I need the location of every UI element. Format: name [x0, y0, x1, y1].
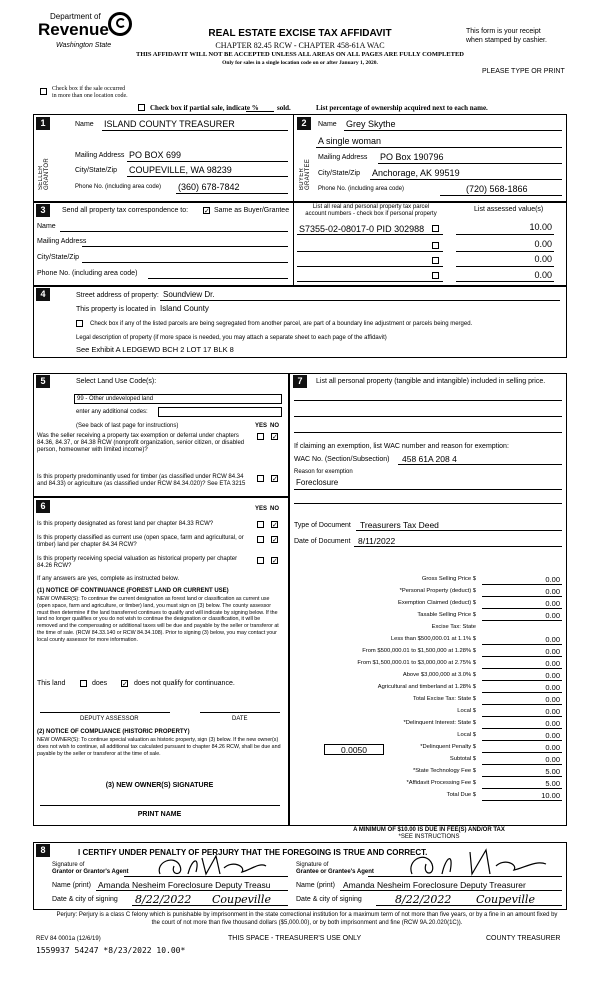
- grantee-name-label: Name (print): [296, 882, 335, 889]
- s6-q1-yes-checkbox[interactable]: [257, 521, 264, 528]
- segregated-checkbox[interactable]: [76, 320, 83, 327]
- s1-name-label: Name: [75, 121, 94, 128]
- section-3-number: 3: [36, 204, 50, 217]
- document-date[interactable]: 8/11/2022: [358, 536, 396, 546]
- does-label: does: [92, 680, 108, 687]
- calc-label: Gross Selling Price $: [421, 576, 476, 582]
- calc-value[interactable]: 0.00: [545, 755, 560, 764]
- s5-no-header: NO: [270, 423, 279, 429]
- calc-label: Total Due $: [446, 792, 476, 798]
- calc-underline: [482, 596, 562, 597]
- parcel-personal-checkbox-2[interactable]: [432, 242, 439, 249]
- calc-underline: [482, 800, 562, 801]
- calc-value[interactable]: 0.00: [545, 575, 560, 584]
- multi-location-label-2: in more than one location code.: [52, 93, 128, 99]
- calc-label: Total Excise Tax: State $: [412, 696, 476, 702]
- calc-underline: [482, 788, 562, 789]
- multi-location-checkbox[interactable]: [40, 88, 47, 95]
- exemption-reason[interactable]: Foreclosure: [296, 478, 339, 487]
- calc-label: Local $: [457, 732, 476, 738]
- s1-phone-label: Phone No. (including area code): [75, 184, 162, 190]
- calc-underline: [482, 656, 562, 657]
- reason-label: Reason for exemption: [294, 469, 353, 475]
- calc-value[interactable]: 0.00: [545, 719, 560, 728]
- certify-statement: I CERTIFY UNDER PENALTY OF PERJURY THAT THE FOREGOING IS TRUE AND CORRECT.: [78, 848, 428, 857]
- s6-if-yes: If any answers are yes, complete as instructed below.: [37, 576, 180, 582]
- please-type: PLEASE TYPE OR PRINT: [482, 68, 565, 75]
- form-title: REAL ESTATE EXCISE TAX AFFIDAVIT: [208, 28, 392, 39]
- calc-value[interactable]: 0.00: [545, 743, 560, 752]
- sig-3-label: (3) NEW OWNER(S) SIGNATURE: [105, 782, 214, 789]
- grantee-sig-label-1: Signature of: [296, 862, 329, 868]
- deputy-assessor-signature[interactable]: [40, 712, 170, 713]
- street-label: Street address of property:: [76, 292, 159, 299]
- s5-q1-yes-checkbox[interactable]: [257, 433, 264, 440]
- wac-label: WAC No. (Section/Subsection): [294, 456, 390, 463]
- calc-value[interactable]: 10.00: [541, 791, 560, 800]
- calc-label: From $1,500,000.01 to $3,000,000 at 2.75% $: [357, 660, 476, 666]
- calc-value[interactable]: 0.00: [545, 707, 560, 716]
- section-1-number: 1: [36, 117, 50, 130]
- grantor-sig-label-2: Grantor or Grantor's Agent: [52, 869, 129, 875]
- doc-type-label: Type of Document: [294, 522, 351, 529]
- exemption-label: If claiming an exemption, list WAC number and reason for exemption:: [294, 443, 509, 450]
- calc-underline: [482, 608, 562, 609]
- s5-question-1: Was the seller receiving a property tax exemption or deferral under chapters 84.36, 84.37, or 84.38 RCW (nonprofit organization, senior citizen, or disabled person, homeowner with limited income)?: [37, 433, 245, 453]
- section-5-number: 5: [36, 375, 50, 388]
- does-not-label: does not qualify for continuance.: [134, 680, 235, 687]
- s1-mail-label: Mailing Address: [75, 152, 125, 159]
- land-does-not-checkbox[interactable]: ✓: [122, 680, 128, 688]
- legal-description[interactable]: See Exhibit A LEDGEWD BCH 2 LOT 17 BLK 8: [76, 345, 234, 354]
- land-use-value: 99 - Other undeveloped land: [77, 396, 154, 402]
- calc-label: *Personal Property (deduct) $: [399, 588, 476, 594]
- buyer-side-label: BUYER GRANTEE: [299, 158, 311, 190]
- calc-label: Subtotal $: [449, 756, 476, 762]
- grantee-signature-scribble-icon: [400, 848, 550, 878]
- calc-label: *State Technology Fee $: [412, 768, 476, 774]
- calc-value[interactable]: 5.00: [545, 767, 560, 776]
- s6-q2-yes-checkbox[interactable]: [257, 536, 264, 543]
- legal-label: Legal description of property (if more space is needed, you may attach a separate sheet to each page of the affidavit): [76, 335, 387, 341]
- calc-label: *Affidavit Processing Fee $: [406, 780, 476, 786]
- parcel-personal-checkbox-1[interactable]: [432, 225, 439, 232]
- property-county[interactable]: Island County: [160, 304, 209, 313]
- assessor-date-line[interactable]: [200, 712, 280, 713]
- partial-sale-percent[interactable]: [246, 111, 274, 112]
- assessed-header: List assessed value(s): [474, 206, 544, 213]
- see-back-note: (See back of last page for instructions): [76, 423, 179, 429]
- multi-location-label-1: Check box if the sale occurred: [52, 86, 126, 92]
- calc-label: Local $: [457, 708, 476, 714]
- partial-sale-checkbox[interactable]: [138, 104, 145, 111]
- buyer-mailing-address[interactable]: PO Box 190796: [380, 152, 444, 162]
- calc-value[interactable]: 5.00: [545, 779, 560, 788]
- s6-question-1: Is this property designated as forest land per chapter 84.33 RCW?: [37, 521, 214, 527]
- calc-value[interactable]: 0.00: [545, 731, 560, 740]
- s2-city-label: City/State/Zip: [318, 170, 361, 177]
- county-treasurer: COUNTY TREASURER: [486, 935, 561, 942]
- s1-city-label: City/State/Zip: [75, 167, 118, 174]
- seller-phone[interactable]: (360) 678-7842: [178, 182, 240, 192]
- calc-underline: [482, 584, 562, 585]
- calc-underline: [482, 716, 562, 717]
- calc-label: Taxable Selling Price $: [417, 612, 476, 618]
- calc-value[interactable]: 0.00: [545, 683, 560, 692]
- local-rate: 0.0050: [341, 745, 367, 755]
- calc-value[interactable]: 0.00: [545, 611, 560, 620]
- s6-no-header: NO: [270, 506, 279, 512]
- grantee-print-name[interactable]: Amanda Nesheim Foreclosure Deputy Treasurer: [343, 880, 526, 890]
- grantor-name-label: Name (print): [52, 882, 91, 889]
- seller-city-state-zip[interactable]: COUPEVILLE, WA 98239: [129, 165, 232, 175]
- min-due-note: A MINIMUM OF $10.00 IS DUE IN FEE(S) AND/OR TAX: [353, 827, 505, 833]
- treasurer-only: THIS SPACE - TREASURER'S USE ONLY: [228, 935, 362, 942]
- perjury-notice: Perjury: Perjury is a class C felony which is punishable by imprisonment in the state correctional institution for a maximum term of not more than five years, or by a fine in an amount fixed by the court of not more than five thousand dollars ($5,000.00), or by both imprisonment and fine (RCW 9A.20.020(1C)).: [56, 912, 558, 926]
- calc-value[interactable]: 0.00: [545, 647, 560, 656]
- partial-sale-sold: sold.: [277, 104, 291, 112]
- assessed-value-1[interactable]: 10.00: [529, 222, 552, 232]
- rev-number: REV 84 0001a (12/6/19): [36, 936, 101, 942]
- grantor-date[interactable]: 8/22/2022: [135, 893, 192, 906]
- section-6-number: 6: [36, 500, 50, 513]
- print-name-label: PRINT NAME: [137, 811, 182, 818]
- section-2-number: 2: [297, 117, 311, 130]
- buyer-city-state-zip[interactable]: Anchorage, AK 99519: [372, 168, 460, 178]
- notice-1-body: NEW OWNER(S): To continue the current designation as forest land or classification as current use (open space, farm and agriculture, or timber) land, you must sign on (3) below. The county assessor must then determine if the land transferred continues to qualify and will indicate by signing below. If the land no longer qualifies or you do not wish to continue the designation or classification, it will be removed and the compensating or additional taxes will be due and payable by the seller or transferor at the time of sale. (RCW 84.33.140 or RCW 84.34.108). Prior to signing (3) below, you may contact your local county assessor for more information.: [37, 596, 279, 643]
- s2-name-label: Name: [318, 121, 337, 128]
- notice-1-title: (1) NOTICE OF CONTINUANCE (FOREST LAND OR CURRENT USE): [37, 588, 229, 594]
- calc-value[interactable]: 0.00: [545, 599, 560, 608]
- calc-label: Less than $500,000.01 at 1.1% $: [390, 636, 476, 642]
- calc-value[interactable]: 0.00: [545, 695, 560, 704]
- s3-mail-label: Mailing Address: [37, 238, 87, 245]
- land-use-label: Select Land Use Code(s):: [76, 378, 157, 385]
- calc-underline: [482, 728, 562, 729]
- ownership-note: List percentage of ownership acquired next to each name.: [316, 104, 488, 112]
- calc-label: Excise Tax: State: [431, 624, 476, 630]
- grantee-sig-label-2: Grantee or Grantee's Agent: [296, 869, 374, 875]
- s6-q3-yes-checkbox[interactable]: [257, 557, 264, 564]
- deputy-label: DEPUTY ASSESSOR: [80, 716, 139, 722]
- new-owner-signature[interactable]: [40, 805, 280, 806]
- notice-2-body: NEW OWNER(S): To continue special valuation as historic property, sign (3) below. If the new owner(s) does not wish to continue, all additional tax calculated pursuant to chapter 84.26 RCW, shall be due and payable by the seller or transferor at the time of sale.: [37, 737, 281, 757]
- assessed-value-3[interactable]: 0.00: [534, 254, 552, 264]
- calc-label: Exemption Claimed (deduct) $: [398, 600, 476, 606]
- assessed-value-2[interactable]: 0.00: [534, 239, 552, 249]
- calc-underline: [482, 740, 562, 741]
- section-4-number: 4: [36, 288, 50, 301]
- dept-line-2: Revenue: [38, 20, 109, 39]
- calc-underline: [482, 704, 562, 705]
- calc-value[interactable]: 0.00: [545, 635, 560, 644]
- grantor-date-label: Date & city of signing: [52, 896, 118, 903]
- calc-value[interactable]: 0.00: [545, 671, 560, 680]
- wac-number[interactable]: 458 61A 208 4: [402, 454, 457, 464]
- doc-date-label: Date of Document: [294, 538, 351, 545]
- buyer-name-2[interactable]: A single woman: [318, 136, 382, 146]
- s2-mail-label: Mailing Address: [318, 154, 368, 161]
- calc-underline: [482, 644, 562, 645]
- grantor-city[interactable]: Coupeville: [212, 893, 271, 906]
- s5-q2-no-checkbox[interactable]: ✓: [272, 475, 278, 483]
- s6-yes-header: YES: [255, 506, 268, 512]
- grantor-print-name[interactable]: Amanda Nesheim Foreclosure Deputy Treasu: [98, 880, 271, 890]
- dor-seal-icon: [108, 12, 132, 36]
- s6-q2-no-checkbox[interactable]: ✓: [272, 536, 278, 544]
- parcel-number-1[interactable]: S7355-02-08017-0 PID 302988: [299, 224, 425, 234]
- calc-underline: [482, 764, 562, 765]
- section-8-number: 8: [36, 844, 50, 857]
- calc-label: From $500,000.01 to $1,500,000 at 1.28% $: [362, 648, 476, 654]
- s3-same-label: Same as Buyer/Grantee: [214, 207, 290, 214]
- calc-label: Agricultural and timberland at 1.28% $: [377, 684, 476, 690]
- calc-underline: [482, 668, 562, 669]
- buyer-name[interactable]: Grey Skythe: [346, 119, 396, 129]
- calc-underline: [482, 680, 562, 681]
- form-subtitle: CHAPTER 82.45 RCW - CHAPTER 458-61A WAC: [215, 41, 385, 50]
- s3-phone-label: Phone No. (including area code): [37, 270, 138, 277]
- grantee-date-label: Date & city of signing: [296, 896, 362, 903]
- form-warning: THIS AFFIDAVIT WILL NOT BE ACCEPTED UNLESS ALL AREAS ON ALL PAGES ARE FULLY COMPLETED: [136, 51, 464, 58]
- calc-label: *Delinquent Interest: State $: [403, 720, 476, 726]
- parcel-header-1: List all real and personal property tax parcel: [312, 204, 430, 210]
- segregated-label: Check box if any of the listed parcels are being segregated from another parcel, are part of a boundary line adjustment or parcels being merged.: [90, 321, 473, 327]
- grantor-sig-label-1: Signature of: [52, 862, 85, 868]
- s3-city-label: City/State/Zip: [37, 254, 80, 261]
- s3-send-label: Send all property tax correspondence to:: [62, 207, 189, 214]
- buyer-phone[interactable]: (720) 568-1866: [466, 184, 528, 194]
- document-type[interactable]: Treasurers Tax Deed: [360, 520, 439, 530]
- calc-underline: [482, 752, 562, 753]
- calc-label: Above $3,000,000 at 3.0% $: [402, 672, 476, 678]
- land-does-checkbox[interactable]: [80, 680, 87, 687]
- date-label: DATE: [232, 716, 248, 722]
- calc-label: *Delinquent Penalty $: [420, 744, 476, 750]
- parcel-personal-checkbox-4[interactable]: [432, 272, 439, 279]
- grantor-signature-scribble-icon: [150, 852, 270, 878]
- seller-name[interactable]: ISLAND COUNTY TREASURER: [104, 119, 235, 129]
- s2-phone-label: Phone No. (including area code): [318, 186, 405, 192]
- see-instructions: *SEE INSTRUCTIONS: [398, 834, 460, 840]
- calc-value[interactable]: 0.00: [545, 587, 560, 596]
- additional-codes-label: enter any additional codes:: [76, 409, 148, 415]
- dept-line-1: Department of: [50, 12, 101, 21]
- s6-q1-no-checkbox[interactable]: ✓: [272, 521, 278, 529]
- s5-q1-no-checkbox[interactable]: ✓: [272, 433, 278, 441]
- receipt-note-1: This form is your receipt: [466, 28, 541, 35]
- seller-mailing-address[interactable]: PO BOX 699: [129, 150, 182, 160]
- calc-value[interactable]: 0.00: [545, 659, 560, 668]
- partial-sale-label: Check box if partial sale, indicate %: [150, 104, 259, 112]
- receipt-note-2: when stamped by cashier.: [466, 37, 547, 44]
- s3-name-label: Name: [37, 223, 56, 230]
- s6-question-3: Is this property receiving special valuation as historical property per chapter 84.26 RCW?: [37, 556, 238, 569]
- personal-property-label: List all personal property (tangible and intangible) included in selling price.: [316, 378, 546, 385]
- s6-q3-no-checkbox[interactable]: ✓: [272, 557, 278, 565]
- s5-q2-yes-checkbox[interactable]: [257, 475, 264, 482]
- dept-line-3: Washington State: [56, 42, 112, 49]
- form-only-for: Only for sales in a single location code on or after January 1, 2020.: [222, 60, 378, 66]
- s5-question-2: Is this property predominantly used for timber (as classified under RCW 84.34 and 84.33) or agriculture (as classified under RCW 84.34.020)? See ETA 3215: [37, 474, 246, 487]
- located-label: This property is located in: [76, 306, 156, 313]
- section-7-number: 7: [293, 375, 307, 388]
- additional-codes-input[interactable]: [158, 407, 282, 417]
- grantee-city[interactable]: Coupeville: [476, 893, 535, 906]
- notice-2-title: (2) NOTICE OF COMPLIANCE (HISTORIC PROPERTY): [37, 729, 190, 735]
- receipt-stamp: 1559937 54247 *8/23/2022 10.00*: [36, 946, 186, 955]
- s6-question-2: Is this property classified as current use (open space, farm and agricultural, or timber) land per chapter 84.34 RCW?: [37, 535, 244, 548]
- parcel-header-2: account numbers - check box if personal property: [305, 211, 437, 217]
- this-land-label: This land: [37, 680, 66, 687]
- calc-underline: [482, 776, 562, 777]
- calc-underline: [482, 692, 562, 693]
- seller-side-label: SELLER GRANTOR: [38, 158, 50, 190]
- assessed-value-4[interactable]: 0.00: [534, 270, 552, 280]
- s5-yes-header: YES: [255, 423, 268, 429]
- same-as-buyer-checkbox[interactable]: ✓: [204, 207, 210, 215]
- grantee-date[interactable]: 8/22/2022: [395, 893, 452, 906]
- calc-underline: [482, 620, 562, 621]
- parcel-personal-checkbox-3[interactable]: [432, 257, 439, 264]
- property-street[interactable]: Soundview Dr.: [163, 290, 215, 299]
